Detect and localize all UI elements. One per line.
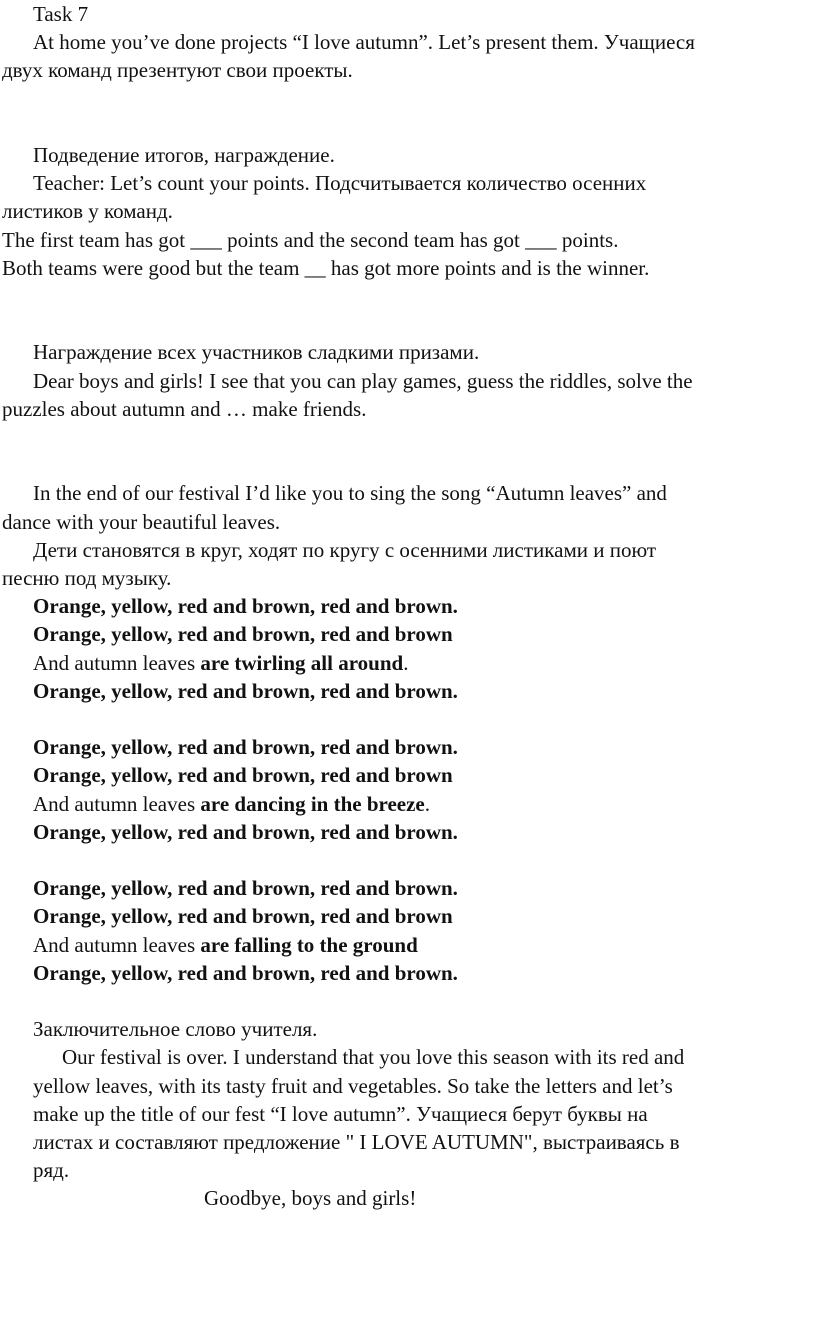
- lyric-bold: are twirling all around: [200, 650, 404, 675]
- closing-line: листах и составляют предложение " I LOVE AUTUMN", выстраиваясь в: [33, 1130, 680, 1155]
- lyric-line: Orange, yellow, red and brown, red and brown.: [33, 594, 458, 619]
- lyric-line: [2, 931, 804, 959]
- task-title: Task 7: [33, 2, 89, 26]
- award-speech-line: Dear boys and girls! I see that you can play games, guess the riddles, solve the: [33, 368, 693, 393]
- lyric-line: Orange, yellow, red and brown, red and brown: [33, 904, 453, 929]
- closing-heading: Заключительное слово учителя.: [33, 1017, 318, 1042]
- task-paragraph-line: At home you’ve done projects “I love autumn”. Let’s present them. Учащиеся: [33, 30, 695, 55]
- lyric-line: Orange, yellow, red and brown, red and brown.: [33, 876, 458, 901]
- lyric-line: Orange, yellow, red and brown, red and brown.: [33, 819, 458, 844]
- lyric-line: Orange, yellow, red and brown, red and brown.: [33, 735, 458, 760]
- lyric-line: Orange, yellow, red and brown, red and brown: [33, 622, 453, 647]
- teacher-line: Teacher: Let’s count your points. Подсчитывается количество осенних: [33, 171, 647, 196]
- lyric-line: [2, 649, 804, 677]
- lyric-bold: are falling to the ground: [200, 932, 418, 957]
- song-verse-3: [2, 874, 804, 987]
- closing-line: Our festival is over. I understand that you love this season with its red and: [62, 1045, 685, 1070]
- lyric-plain: And autumn leaves: [33, 650, 201, 675]
- task-paragraph-line: двух команд презентуют свои проекты.: [2, 58, 353, 83]
- summary-heading: Подведение итогов, награждение.: [33, 143, 335, 167]
- lyric-bold: are dancing in the breeze: [200, 791, 425, 816]
- lyric-plain: And autumn leaves: [33, 791, 201, 816]
- song-verse-2: [2, 733, 804, 846]
- lyric-line: Orange, yellow, red and brown, red and brown.: [33, 678, 458, 703]
- lyric-plain: And autumn leaves: [33, 932, 201, 957]
- lyric-end: .: [403, 650, 409, 675]
- song-intro-line: In the end of our festival I’d like you to sing the song “Autumn leaves” and: [33, 481, 667, 506]
- teacher-line: листиков у команд.: [2, 199, 173, 224]
- closing-line: make up the title of our fest “I love autumn”. Учащиеся берут буквы на: [33, 1101, 648, 1126]
- closing-line: ряд.: [33, 1158, 70, 1183]
- winner-line: Both teams were good but the team __ has got more points and is the winner.: [2, 255, 650, 280]
- award-heading: Награждение всех участников сладкими призами.: [33, 340, 480, 365]
- song-intro-line: dance with your beautiful leaves.: [2, 509, 281, 534]
- lyric-line: Orange, yellow, red and brown, red and brown.: [33, 960, 458, 985]
- lyric-end: .: [424, 791, 430, 816]
- award-speech-line: puzzles about autumn and … make friends.: [2, 396, 367, 421]
- points-line: The first team has got ___ points and the second team has got ___ points.: [2, 227, 619, 252]
- lyric-line: Orange, yellow, red and brown, red and brown: [33, 763, 453, 788]
- goodbye-line: Goodbye, boys and girls!: [204, 1186, 417, 1211]
- stage-direction-line: Дети становятся в круг, ходят по кругу с осенними листиками и поют: [33, 537, 657, 562]
- closing-line: yellow leaves, with its tasty fruit and vegetables. So take the letters and let’s: [33, 1073, 673, 1098]
- lyric-line: [2, 790, 804, 818]
- song-verse-1: [2, 592, 804, 705]
- stage-direction-line: песню под музыку.: [2, 566, 172, 591]
